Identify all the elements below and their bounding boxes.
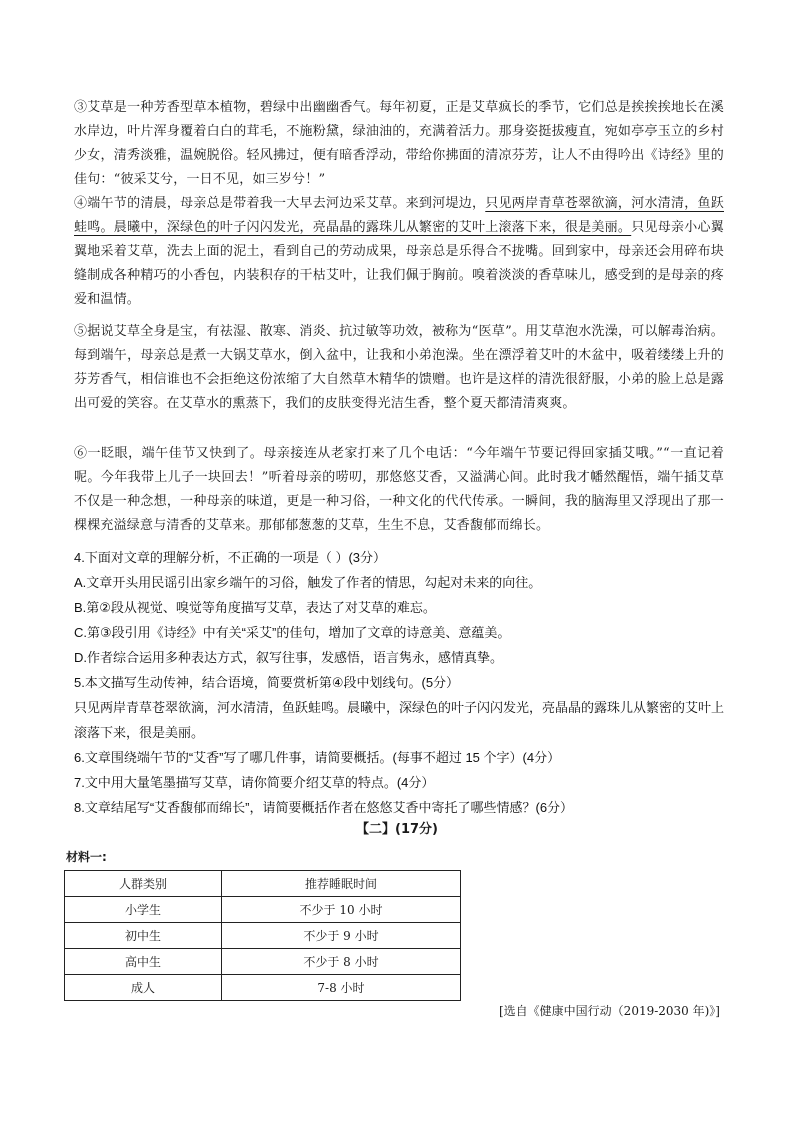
question-4-option-a: A.文章开头用民谣引出家乡端午的习俗，触发了作者的情思，勾起对未来的向往。 <box>74 575 542 590</box>
question-7: 7.文中用大量笔墨描写艾草，请你简要介绍艾草的特点。(4分） <box>74 775 435 790</box>
table-cell: 小学生 <box>65 897 222 923</box>
paragraph-4-end: 只见母亲小心翼翼地采着艾草，洗去上面的泥土，看到自己的劳动成果，母亲总是乐得合不拢嘴。回到家中，母亲还会用碎布块缝制成各种精巧的小香包，内装积存的干枯艾叶，让我们佩于胸前。嗅着淡淡的香草味儿，感受到的是母亲的疼爱和温情。 <box>74 220 725 307</box>
question-5-quote: 只见两岸青草苍翠欲滴，河水清清，鱼跃蛙鸣。晨曦中，深绿色的叶子闪闪发光，亮晶晶的露珠儿从繁密的艾叶上滚落下来，很是美丽。 <box>74 700 725 740</box>
question-5: 5.本文描写生动传神，结合语境，简要赏析第④段中划线句。(5分） <box>74 675 460 690</box>
question-4-option-d: D.作者综合运用多种表达方式，叙写往事，发感悟，语言隽永，感情真挚。 <box>74 650 504 665</box>
table-header-cell: 人群类别 <box>65 871 222 897</box>
paragraph-4-start: ④端午节的清晨，母亲总是带着我一大早去河边采艾草。来到河堤边， <box>74 196 486 211</box>
paragraph-4-underlined-sentence: 只见两岸青草苍翠欲滴，河水清清，鱼跃蛙鸣。晨曦中，深绿色的叶子闪闪发光，亮晶晶的露珠儿从繁密的艾叶上滚落下来，很是美丽。 <box>74 196 724 235</box>
question-8: 8.文章结尾写“艾香馥郁而绵长”，请简要概括作者在悠悠艾香中寄托了哪些情感？(6分） <box>74 800 574 815</box>
table-header-row <box>65 871 461 897</box>
article-paragraph-6: ⑥一眨眼，端午佳节又快到了。母亲接连从老家打来了几个电话：“今年端午节要记得回家插艾哦。”“一直记着呢。今年我带上儿子一块回去！”听着母亲的唠叨，那悠悠艾香，又溢满心间。此时我才幡然醒悟，端午插艾草不仅是一种念想，一种母亲的味道，更是一种习俗，一种文化的代代传承。一瞬间，我的脑海里又浮现出了那一棵棵充溢绿意与清香的艾草来。那郁郁葱葱的艾草，生生不息，艾香馥郁而绵长。 <box>74 446 724 533</box>
article-paragraph-4 <box>74 192 724 312</box>
table-source-citation: [选自《健康中国行动（2019-2030 年)》] <box>499 1004 720 1018</box>
table-cell: 不少于 9 小时 <box>222 923 461 949</box>
material-1-label: 材料一: <box>66 850 107 864</box>
question-6: 6.文章围绕端午节的“艾香”写了哪几件事，请简要概括。(每事不超过 15 个字）(4分） <box>74 750 561 765</box>
sleep-recommendation-table <box>64 870 461 1001</box>
table-cell: 初中生 <box>65 923 222 949</box>
section-2-title: 【二】(17分) <box>356 822 438 837</box>
article-paragraph-5: ⑤据说艾草全身是宝，有祛湿、散寒、消炎、抗过敏等功效，被称为“医草”。用艾草泡水洗澡，可以解毒治病。每到端午，母亲总是煮一大锅艾草水，倒入盆中，让我和小弟泡澡。坐在漂浮着艾叶的木盆中，吸着缕缕上升的芬芳香气，相信谁也不会拒绝这份浓缩了大自然草木精华的馈赠。也许是这样的清洗很舒服，小弟的脸上总是露出可爱的笑容。在艾草水的熏蒸下，我们的皮肤变得光洁生香，整个夏天都清清爽爽。 <box>74 324 724 411</box>
article-paragraph-3: ③艾草是一种芳香型草本植物，碧绿中出幽幽香气。每年初夏，正是艾草疯长的季节，它们总是挨挨挨地长在溪水岸边，叶片浑身覆着白白的茸毛，不施粉黛，绿油油的，充满着活力。那身姿挺拔瘦直，宛如亭亭玉立的乡村少女，清秀淡雅，温婉脱俗。轻风拂过，便有暗香浮动，带给你拂面的清凉芬芳，让人不由得吟出《诗经》里的佳句：“彼采艾兮，一日不见，如三岁兮！” <box>74 100 724 187</box>
table-row <box>65 949 461 975</box>
table-header-cell: 推荐睡眠时间 <box>222 871 461 897</box>
table-cell: 7-8 小时 <box>222 975 461 1001</box>
question-4-option-b: B.第②段从视觉、嗅觉等角度描写艾草，表达了对艾草的难忘。 <box>74 600 436 615</box>
table-cell: 成人 <box>65 975 222 1001</box>
table-cell: 不少于 10 小时 <box>222 897 461 923</box>
table-cell: 不少于 8 小时 <box>222 949 461 975</box>
table-row <box>65 897 461 923</box>
table-cell: 高中生 <box>65 949 222 975</box>
table-row <box>65 923 461 949</box>
table-row <box>65 975 461 1001</box>
question-4-option-c: C.第③段引用《诗经》中有关“采艾”的佳句，增加了文章的诗意美、意蕴美。 <box>74 625 511 640</box>
question-4: 4.下面对文章的理解分析，不正确的一项是（ ）(3分） <box>74 550 387 565</box>
